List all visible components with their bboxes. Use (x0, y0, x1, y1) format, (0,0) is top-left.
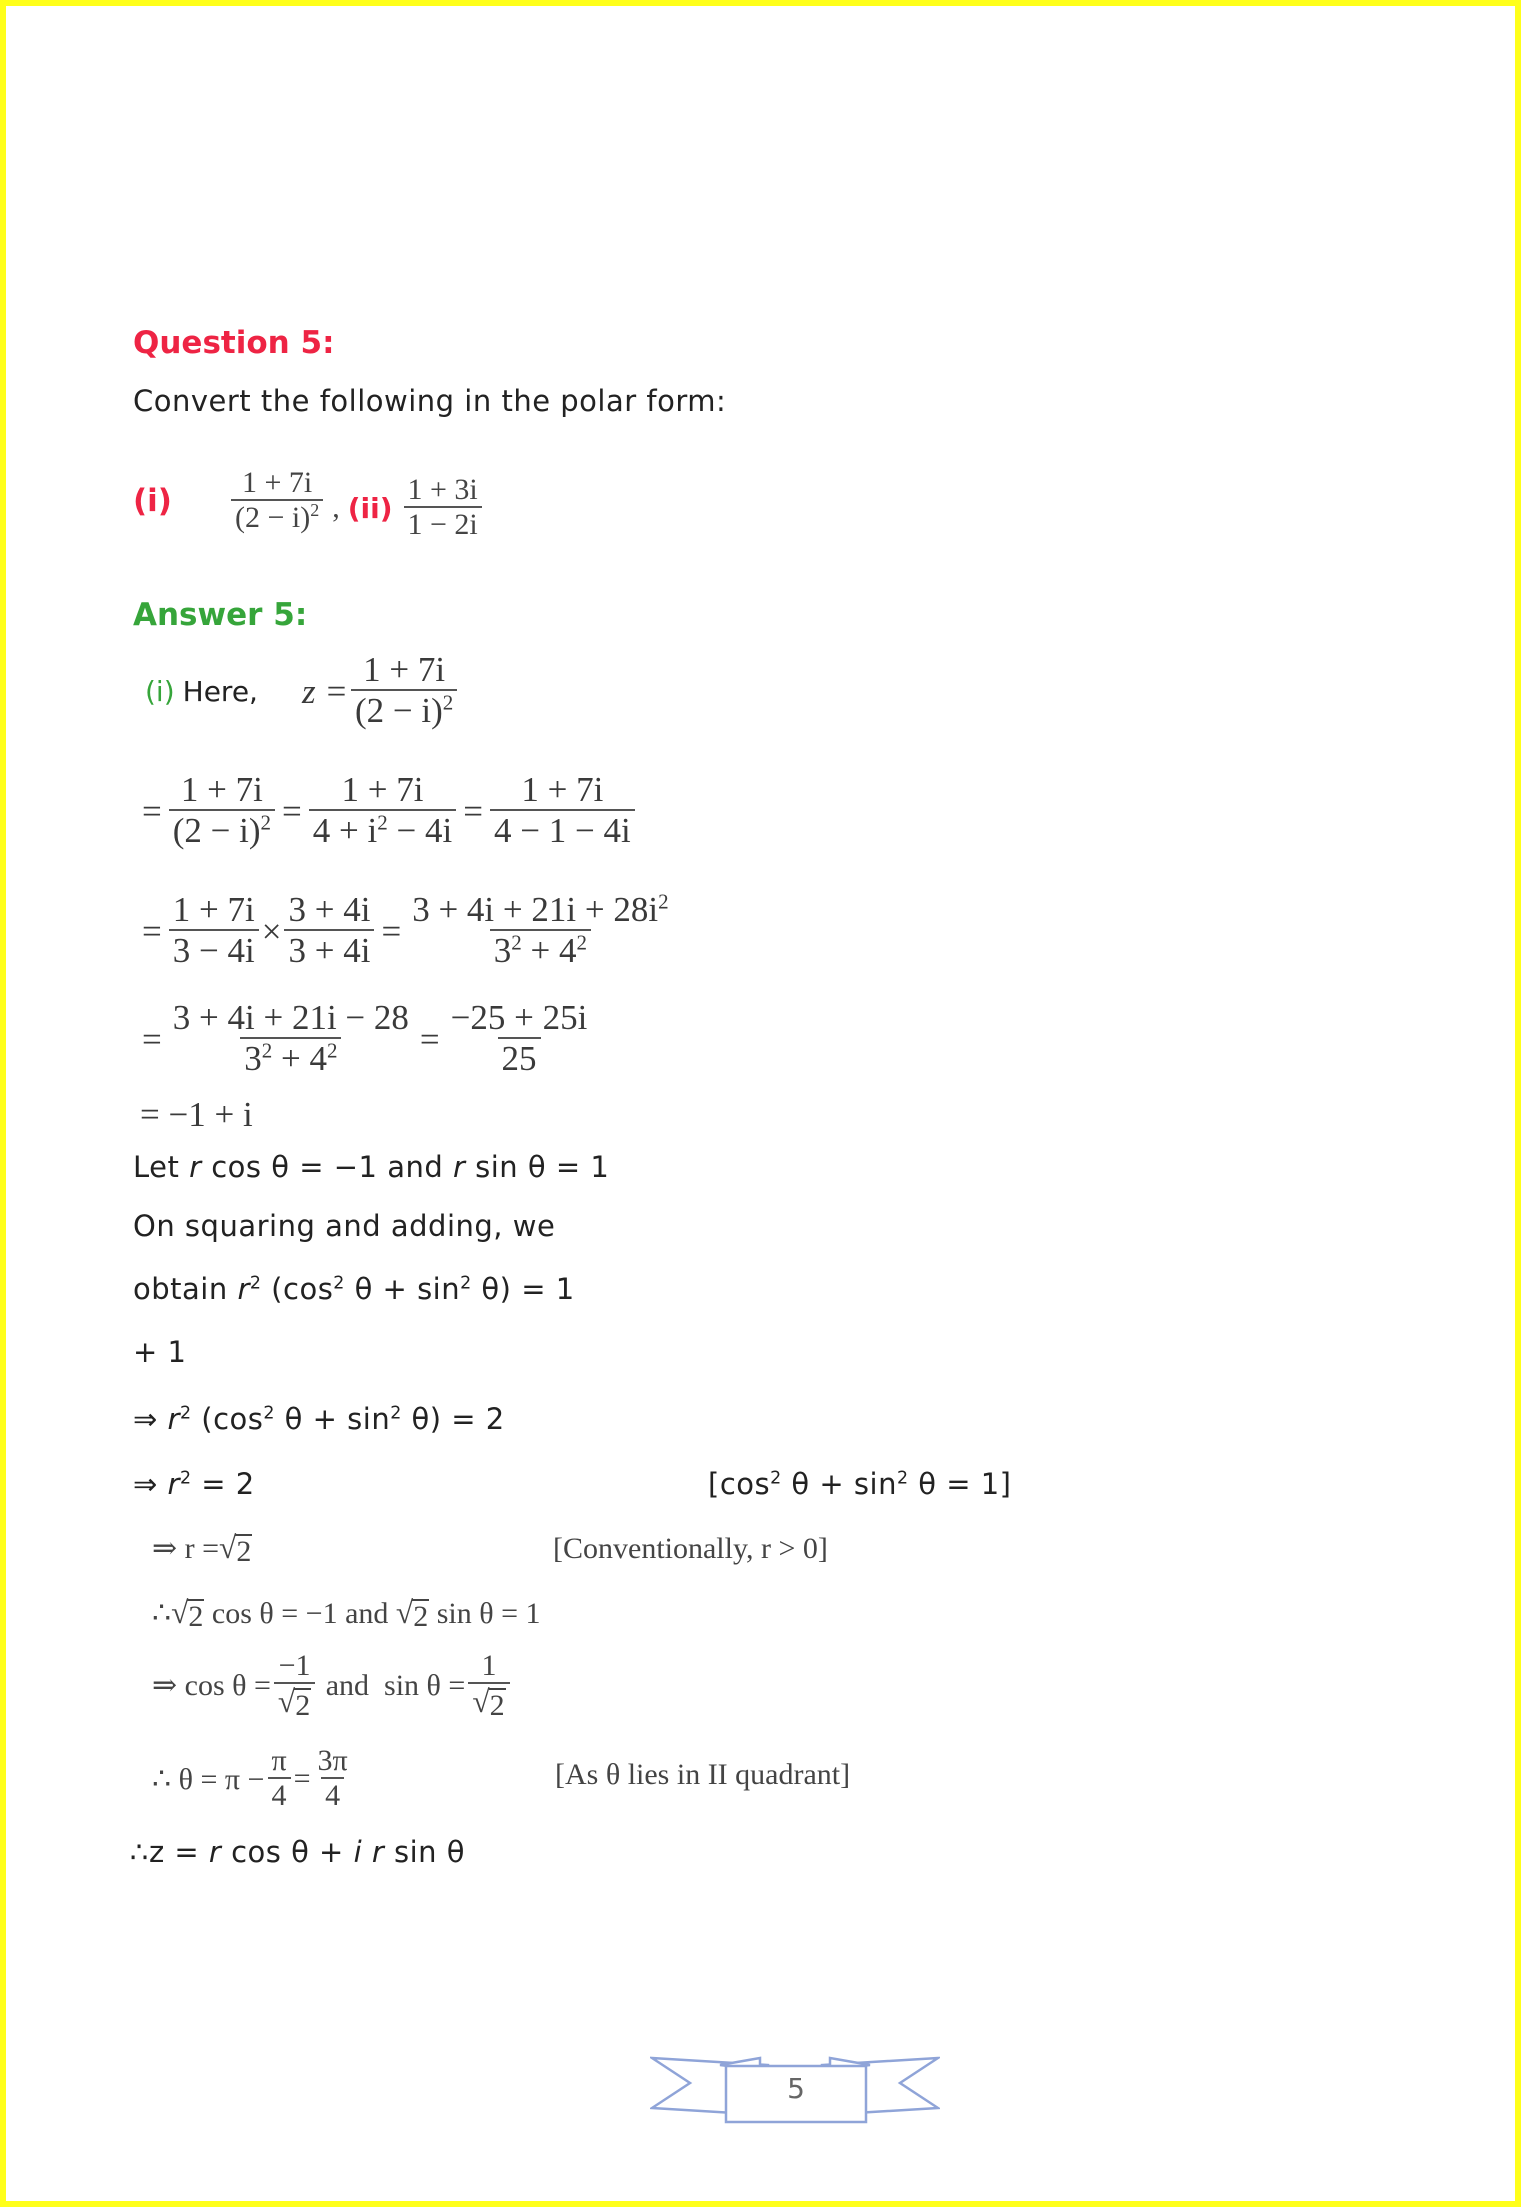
text: cos θ = −1 and (201, 1150, 453, 1184)
denominator: 3 − 4i (169, 929, 259, 971)
identity-note (708, 1467, 1012, 1501)
text: θ) = 2 (401, 1402, 505, 1436)
fraction (274, 1650, 315, 1721)
therefore-symbol: ∴ (152, 1597, 172, 1631)
numerator: 3 + 4i (288, 890, 371, 929)
numerator: 1 + 7i (341, 770, 424, 809)
sqrt (171, 1595, 204, 1633)
conventional-note: [Conventionally, r > 0] (553, 1532, 828, 1565)
answer-part-label: (i) (145, 675, 175, 708)
radical-icon: √ (219, 1530, 237, 1565)
numerator: 1 + 7i (172, 890, 255, 929)
denominator: 25 (498, 1037, 541, 1079)
denominator: 3 (493, 930, 512, 970)
r-squared-line (133, 1467, 255, 1501)
text: sin θ (384, 1835, 466, 1869)
denominator: 4 (321, 1777, 344, 1814)
text: obtain (133, 1272, 238, 1306)
exponent: 2 (179, 1468, 192, 1489)
z-numerator: 1 + 7i (363, 650, 446, 689)
denominator: (2 − i) (172, 810, 261, 850)
text: sin θ = 1 (465, 1150, 610, 1184)
var-i: i (353, 1835, 363, 1869)
answer-title: Answer 5: (133, 597, 308, 633)
numerator: 1 + 7i (521, 770, 604, 809)
obtain-line (133, 1272, 575, 1306)
trig-values-line (152, 1650, 513, 1721)
text: θ) = 1 (471, 1272, 575, 1306)
z-fraction (351, 652, 457, 731)
plus-one-line: + 1 (133, 1335, 187, 1369)
radicand: 2 (489, 1688, 505, 1722)
sqrt (396, 1595, 429, 1633)
text: ⇒ (133, 1467, 168, 1501)
radicand: 2 (236, 1535, 252, 1568)
exponent: 2 (263, 1403, 275, 1424)
equals-sign: = (142, 791, 162, 831)
numerator: 1 + 7i (180, 770, 263, 809)
numerator: 3 + 4i + 21i − 28 (172, 998, 409, 1037)
var-r: r (208, 1835, 222, 1869)
part-i-label: (i) (133, 483, 172, 519)
numerator: 3π (317, 1744, 348, 1777)
fraction (490, 772, 635, 851)
equals-sign: = (142, 911, 162, 951)
var-r: r (371, 1835, 385, 1869)
exponent: 2 (896, 1468, 909, 1489)
fraction (314, 1745, 352, 1813)
text: ∴z = (130, 1835, 209, 1869)
text: θ + sin (274, 1402, 391, 1436)
equals-sign: = (463, 791, 483, 831)
times-sign: × (261, 911, 282, 951)
parts-separator: , (332, 491, 340, 524)
denominator: 3 + 4i (284, 929, 374, 971)
exponent: 2 (260, 810, 272, 835)
text: θ + sin (781, 1467, 897, 1501)
var-r: r (189, 1150, 202, 1184)
equals-sign: = (419, 1019, 440, 1059)
equals-sign: = (381, 911, 402, 951)
text: ⇒ cos θ = (152, 1669, 271, 1702)
part-i-denominator: (2 − i) (234, 500, 311, 534)
part-i-exponent: 2 (310, 499, 320, 520)
radical-icon: √ (277, 1683, 296, 1719)
answer-part-i-intro (145, 652, 460, 731)
var-r: r (452, 1150, 466, 1184)
text: ⇒ (133, 1402, 168, 1436)
exponent: 2 (333, 1273, 345, 1294)
denominator: 4 (268, 1777, 291, 1814)
part-ii-numerator: 1 + 3i (407, 473, 478, 506)
denominator-tail: − 4i (387, 810, 453, 850)
text: = 2 (191, 1467, 255, 1501)
text (362, 1835, 372, 1869)
text: ⇒ r = (152, 1532, 220, 1566)
equals-sign: = (282, 791, 302, 831)
page-number: 5 (787, 2072, 805, 2105)
here-text: Here, (182, 675, 258, 708)
text: cos θ = −1 and (204, 1596, 396, 1630)
z-exponent: 2 (442, 690, 454, 715)
denominator: 3 (244, 1038, 262, 1078)
var-r: r (167, 1467, 180, 1501)
radicand: 2 (188, 1600, 204, 1633)
radical-icon: √ (171, 1595, 189, 1630)
question-title: Question 5: (133, 325, 335, 361)
exponent: 2 (511, 930, 522, 955)
question-parts (133, 460, 485, 542)
text: θ = 1] (908, 1467, 1012, 1501)
numerator: π (271, 1744, 287, 1777)
exponent: 2 (390, 1403, 402, 1424)
text: [cos (708, 1467, 771, 1501)
part-i-expression (231, 467, 323, 535)
denominator-mid: + 4 (272, 1038, 327, 1078)
text: ∴ θ = π − (152, 1762, 265, 1796)
fraction (284, 892, 374, 971)
text: (cos (261, 1272, 334, 1306)
equation-step-3 (138, 1000, 594, 1079)
text: cos θ + (221, 1835, 354, 1869)
part-ii-denominator: 1 − 2i (404, 506, 482, 543)
exponent: 2 (658, 889, 669, 914)
text: and sin θ = (318, 1668, 466, 1702)
exponent: 2 (770, 1468, 782, 1489)
equation-step-2 (138, 889, 676, 971)
numerator: −25 + 25i (450, 998, 588, 1037)
exponent: 2 (179, 1403, 192, 1424)
radicand: 2 (295, 1688, 311, 1722)
part-i-numerator: 1 + 7i (241, 466, 313, 499)
fraction (169, 772, 275, 851)
radical-icon: √ (395, 1595, 414, 1630)
exponent: 2 (249, 1273, 262, 1294)
fraction (447, 1000, 592, 1079)
equals-sign: = (293, 1762, 311, 1795)
let-line (133, 1150, 609, 1184)
sqrt (219, 1530, 252, 1568)
fraction (267, 1745, 290, 1813)
radical-icon: √ (472, 1683, 490, 1719)
fraction (169, 1000, 413, 1079)
exponent: 2 (377, 810, 388, 835)
exponent: 2 (326, 1038, 338, 1063)
quadrant-note: [As θ lies in II quadrant] (555, 1758, 851, 1791)
polar-form-line (130, 1835, 465, 1869)
numerator: 1 (481, 1649, 497, 1682)
part-ii-label: (ii) (347, 491, 393, 525)
implies-sum-line (133, 1402, 505, 1436)
equation-step-4: = −1 + i (140, 1095, 253, 1134)
denominator: 4 − 1 − 4i (490, 809, 635, 851)
var-r: r (167, 1402, 180, 1436)
equation-step-1 (138, 772, 638, 851)
part-ii-expression (404, 474, 482, 542)
equals-sign: = (142, 1019, 162, 1059)
squaring-line: On squaring and adding, we (133, 1209, 556, 1243)
z-lhs: z = (301, 671, 348, 711)
fraction (309, 772, 456, 851)
z-denominator: (2 − i) (354, 690, 443, 730)
text: Let (133, 1150, 190, 1184)
fraction (408, 889, 672, 971)
fraction (468, 1650, 509, 1721)
numerator: −1 (278, 1649, 311, 1682)
trig-equation-line (152, 1595, 541, 1633)
var-r: r (237, 1272, 250, 1306)
text: θ + sin (344, 1272, 461, 1306)
page-number-badge (650, 2050, 940, 2140)
theta-line (152, 1745, 355, 1813)
denominator: 4 + i (312, 810, 378, 850)
denominator-mid: + 4 (521, 930, 577, 970)
text: (cos (191, 1402, 264, 1436)
exponent: 2 (460, 1273, 472, 1294)
r-value-line (152, 1530, 252, 1568)
radicand: 2 (413, 1600, 429, 1633)
text: sin θ = 1 (429, 1596, 541, 1630)
numerator: 3 + 4i + 21i + 28i (412, 890, 659, 929)
exponent: 2 (576, 930, 587, 955)
question-prompt: Convert the following in the polar form: (133, 384, 727, 418)
fraction (169, 892, 259, 971)
exponent: 2 (261, 1038, 273, 1063)
